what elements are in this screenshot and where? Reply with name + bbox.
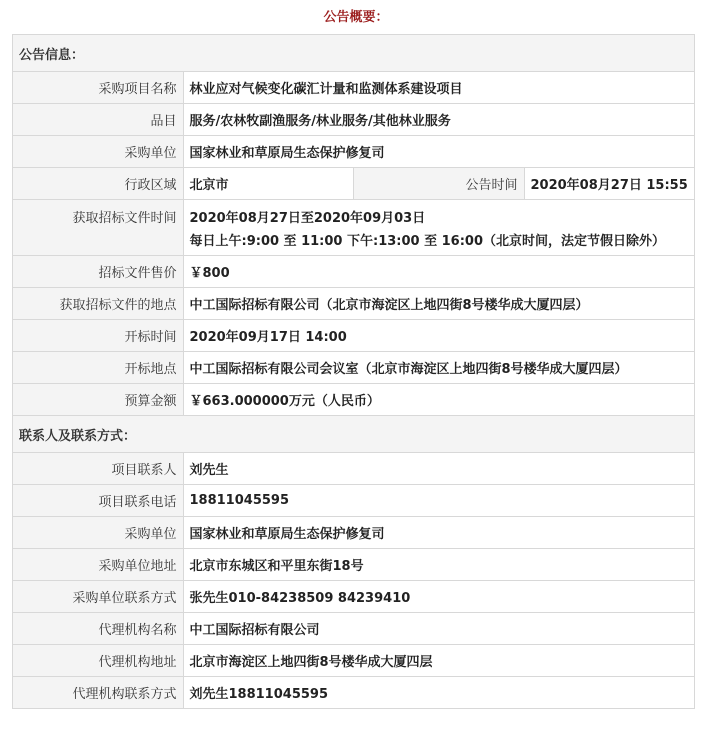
field-label: 公告时间 <box>354 168 525 200</box>
table-row <box>13 549 695 581</box>
agency-contact-value: 刘先生18811045595 <box>183 677 695 709</box>
table-row <box>13 320 695 352</box>
table-row <box>13 485 695 517</box>
table-row <box>13 72 695 104</box>
table-row <box>13 136 695 168</box>
field-label: 招标文件售价 <box>13 256 184 288</box>
field-label: 品目 <box>13 104 184 136</box>
doc-place-value: 中工国际招标有限公司（北京市海淀区上地四街8号楼华成大厦四层） <box>183 288 695 320</box>
table-row <box>13 581 695 613</box>
field-label: 代理机构地址 <box>13 645 184 677</box>
field-label: 项目联系人 <box>13 453 184 485</box>
field-label: 采购单位 <box>13 517 184 549</box>
doc-time-range: 2020年08月27日至2020年09月03日 <box>189 210 426 226</box>
field-label: 获取招标文件的地点 <box>13 288 184 320</box>
field-label: 预算金额 <box>13 384 184 416</box>
page-title: 公告概要： <box>323 10 389 25</box>
field-label: 采购单位地址 <box>13 549 184 581</box>
section-header-contact: 联系人及联系方式： <box>13 416 695 453</box>
purchaser-contact-value: 张先生010-84238509 84239410 <box>183 581 695 613</box>
table-row <box>13 256 695 288</box>
doc-time-value <box>183 200 695 256</box>
project-name-value: 林业应对气候变化碳汇计量和监测体系建设项目 <box>183 72 695 104</box>
purchaser-value: 国家林业和草原局生态保护修复司 <box>183 136 695 168</box>
table-row <box>13 288 695 320</box>
field-label: 采购项目名称 <box>13 72 184 104</box>
field-label: 代理机构联系方式 <box>13 677 184 709</box>
section-header-info: 公告信息： <box>13 35 695 72</box>
field-label: 采购单位联系方式 <box>13 581 184 613</box>
table-row <box>13 352 695 384</box>
table-row <box>13 453 695 485</box>
announcement-table <box>12 34 695 709</box>
field-label: 行政区域 <box>13 168 184 200</box>
region-value: 北京市 <box>183 168 354 200</box>
table-row <box>13 104 695 136</box>
section-row <box>13 35 695 72</box>
table-row <box>13 384 695 416</box>
field-label: 开标地点 <box>13 352 184 384</box>
project-contact-value: 刘先生 <box>183 453 695 485</box>
table-row <box>13 200 695 256</box>
agency-name-value: 中工国际招标有限公司 <box>183 613 695 645</box>
field-label: 采购单位 <box>13 136 184 168</box>
agency-address-value: 北京市海淀区上地四街8号楼华成大厦四层 <box>183 645 695 677</box>
table-row <box>13 677 695 709</box>
category-value: 服务/农林牧副渔服务/林业服务/其他林业服务 <box>183 104 695 136</box>
section-row <box>13 416 695 453</box>
open-time-value: 2020年09月17日 14:00 <box>183 320 695 352</box>
contact-purchaser-value: 国家林业和草原局生态保护修复司 <box>183 517 695 549</box>
announce-time-value: 2020年08月27日 15:55 <box>524 168 695 200</box>
purchaser-address-value: 北京市东城区和平里东街18号 <box>183 549 695 581</box>
budget-value: ￥663.000000万元（人民币） <box>183 384 695 416</box>
doc-price-value: ￥800 <box>183 256 695 288</box>
table-row <box>13 168 695 200</box>
field-label: 开标时间 <box>13 320 184 352</box>
field-label: 获取招标文件时间 <box>13 200 184 256</box>
field-label: 代理机构名称 <box>13 613 184 645</box>
field-label: 项目联系电话 <box>13 485 184 517</box>
project-phone-value: 18811045595 <box>183 485 695 517</box>
table-row <box>13 613 695 645</box>
table-row <box>13 517 695 549</box>
open-place-value: 中工国际招标有限公司会议室（北京市海淀区上地四街8号楼华成大厦四层） <box>183 352 695 384</box>
doc-time-hours: 每日上午:9:00 至 11:00 下午:13:00 至 16:00（北京时间，法定节假日除外） <box>189 233 666 249</box>
table-row <box>13 645 695 677</box>
